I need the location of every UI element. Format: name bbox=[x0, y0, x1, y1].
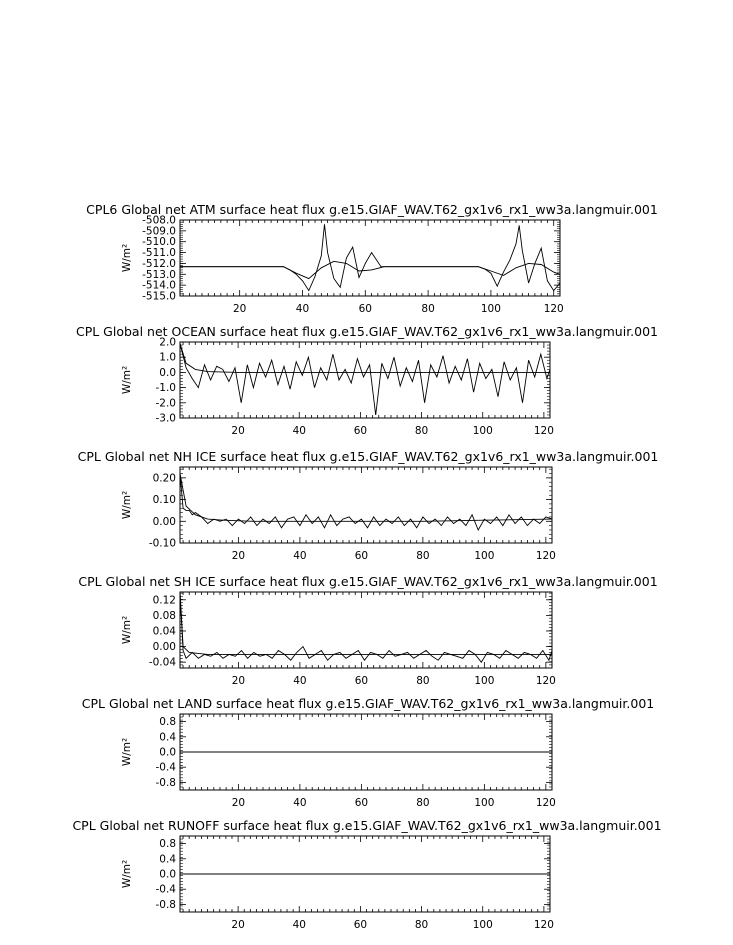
x-tick-label: 20 bbox=[231, 797, 246, 809]
y-tick-label: -1.0 bbox=[155, 382, 176, 395]
y-tick-label: -0.8 bbox=[155, 776, 176, 789]
y-tick-label: 0.4 bbox=[159, 853, 176, 866]
x-tick-label: 80 bbox=[421, 303, 435, 315]
panel-1 bbox=[86, 202, 658, 315]
y-tick-label: -511.0 bbox=[142, 247, 176, 260]
x-tick-label: 40 bbox=[292, 919, 306, 931]
x-tick-label: 120 bbox=[543, 303, 564, 315]
y-tick-label: 0.04 bbox=[152, 625, 176, 638]
x-tick-label: 20 bbox=[232, 303, 247, 315]
x-tick-label: 100 bbox=[472, 425, 493, 437]
x-tick-label: 100 bbox=[480, 303, 501, 315]
y-tick-label: 0.10 bbox=[152, 494, 176, 507]
y-tick-label: 0.0 bbox=[159, 868, 176, 881]
panel-3 bbox=[78, 449, 659, 562]
series-line-2 bbox=[180, 261, 560, 278]
x-tick-label: 120 bbox=[535, 797, 556, 809]
y-tick-label: 0.8 bbox=[159, 716, 176, 729]
chart-title: CPL Global net NH ICE surface heat flux g.e15.GIAF_WAV.T62_gx1v6_rx1_ww3a.langmuir.001 bbox=[77, 449, 659, 464]
y-axis-label: W/m² bbox=[121, 859, 133, 889]
y-tick-label: -2.0 bbox=[155, 397, 176, 410]
y-axis-label: W/m² bbox=[121, 243, 133, 273]
x-tick-label: 120 bbox=[535, 550, 556, 562]
x-tick-label: 120 bbox=[533, 425, 554, 437]
panel-4 bbox=[78, 574, 657, 687]
y-tick-label: -0.4 bbox=[155, 883, 176, 896]
plot-frame bbox=[180, 592, 552, 668]
y-tick-label: -0.10 bbox=[148, 537, 176, 550]
x-tick-label: 40 bbox=[293, 675, 307, 687]
y-tick-label: 0.20 bbox=[152, 472, 176, 485]
y-tick-label: 0.00 bbox=[152, 641, 176, 654]
chart-title: CPL6 Global net ATM surface heat flux g.e15.GIAF_WAV.T62_gx1v6_rx1_ww3a.langmuir.001 bbox=[86, 202, 658, 217]
x-tick-label: 80 bbox=[416, 675, 430, 687]
x-tick-label: 20 bbox=[231, 550, 246, 562]
y-tick-label: 1.0 bbox=[159, 351, 176, 364]
y-tick-label: 0.12 bbox=[152, 594, 176, 607]
x-tick-label: 40 bbox=[293, 550, 307, 562]
x-tick-label: 100 bbox=[474, 550, 495, 562]
y-tick-label: -508.0 bbox=[142, 214, 176, 227]
series-line-2 bbox=[180, 592, 552, 654]
panel-6 bbox=[72, 818, 661, 931]
y-axis-label: W/m² bbox=[121, 490, 133, 520]
y-tick-label: 0.00 bbox=[152, 515, 176, 528]
x-tick-label: 40 bbox=[292, 425, 306, 437]
x-tick-label: 60 bbox=[354, 675, 369, 687]
y-tick-label: 2.0 bbox=[159, 336, 176, 349]
y-tick-label: -509.0 bbox=[142, 225, 176, 238]
series-line-1 bbox=[180, 224, 560, 290]
series-line-2 bbox=[180, 474, 552, 522]
x-tick-label: 60 bbox=[353, 919, 368, 931]
plot-frame bbox=[180, 220, 560, 296]
x-tick-label: 120 bbox=[533, 919, 554, 931]
y-tick-label: 0.08 bbox=[152, 609, 176, 622]
x-tick-label: 60 bbox=[358, 303, 372, 315]
x-tick-label: 40 bbox=[295, 303, 310, 315]
x-tick-label: 20 bbox=[231, 919, 245, 931]
series-line-1 bbox=[180, 344, 550, 416]
x-tick-label: 80 bbox=[416, 797, 430, 809]
y-tick-label: -514.0 bbox=[142, 279, 176, 292]
panel-5 bbox=[82, 696, 654, 809]
x-tick-label: 120 bbox=[535, 675, 556, 687]
chart-title: CPL Global net OCEAN surface heat flux g.e15.GIAF_WAV.T62_gx1v6_rx1_ww3a.langmuir.001 bbox=[75, 324, 659, 339]
y-axis-label: W/m² bbox=[121, 615, 133, 645]
y-tick-label: 0.0 bbox=[159, 746, 176, 759]
y-axis-label: W/m² bbox=[121, 365, 133, 395]
y-axis-label: W/m² bbox=[121, 737, 133, 767]
x-tick-label: 80 bbox=[414, 919, 429, 931]
x-tick-label: 60 bbox=[354, 550, 369, 562]
y-tick-label: -512.0 bbox=[142, 257, 176, 270]
chart-title: CPL Global net RUNOFF surface heat flux g.e15.GIAF_WAV.T62_gx1v6_rx1_ww3a.langmuir.001 bbox=[72, 818, 662, 833]
x-tick-label: 80 bbox=[416, 550, 430, 562]
x-tick-label: 40 bbox=[293, 797, 307, 809]
plot-frame bbox=[180, 467, 552, 543]
y-tick-label: 0.4 bbox=[159, 731, 176, 744]
x-tick-label: 60 bbox=[353, 425, 368, 437]
x-tick-label: 100 bbox=[472, 919, 493, 931]
panel-2 bbox=[76, 324, 658, 437]
x-tick-label: 100 bbox=[474, 675, 495, 687]
x-tick-label: 100 bbox=[474, 797, 495, 809]
y-tick-label: -510.0 bbox=[142, 236, 176, 249]
x-tick-label: 80 bbox=[414, 425, 429, 437]
x-tick-label: 20 bbox=[231, 675, 246, 687]
chart-title: CPL Global net SH ICE surface heat flux g.e15.GIAF_WAV.T62_gx1v6_rx1_ww3a.langmuir.001 bbox=[78, 574, 658, 589]
y-tick-label: -0.4 bbox=[155, 761, 176, 774]
y-tick-label: -513.0 bbox=[142, 268, 176, 281]
chart-title: CPL Global net LAND surface heat flux g.e15.GIAF_WAV.T62_gx1v6_rx1_ww3a.langmuir.001 bbox=[81, 696, 655, 711]
y-tick-label: 0.8 bbox=[159, 838, 176, 851]
series-line-1 bbox=[180, 592, 552, 662]
x-tick-label: 20 bbox=[231, 425, 245, 437]
y-tick-label: 0.0 bbox=[159, 366, 176, 379]
y-tick-label: -0.04 bbox=[148, 656, 176, 669]
y-tick-label: -0.8 bbox=[155, 898, 176, 911]
y-tick-label: -3.0 bbox=[155, 412, 176, 425]
y-tick-label: -515.0 bbox=[142, 290, 176, 303]
x-tick-label: 60 bbox=[354, 797, 369, 809]
